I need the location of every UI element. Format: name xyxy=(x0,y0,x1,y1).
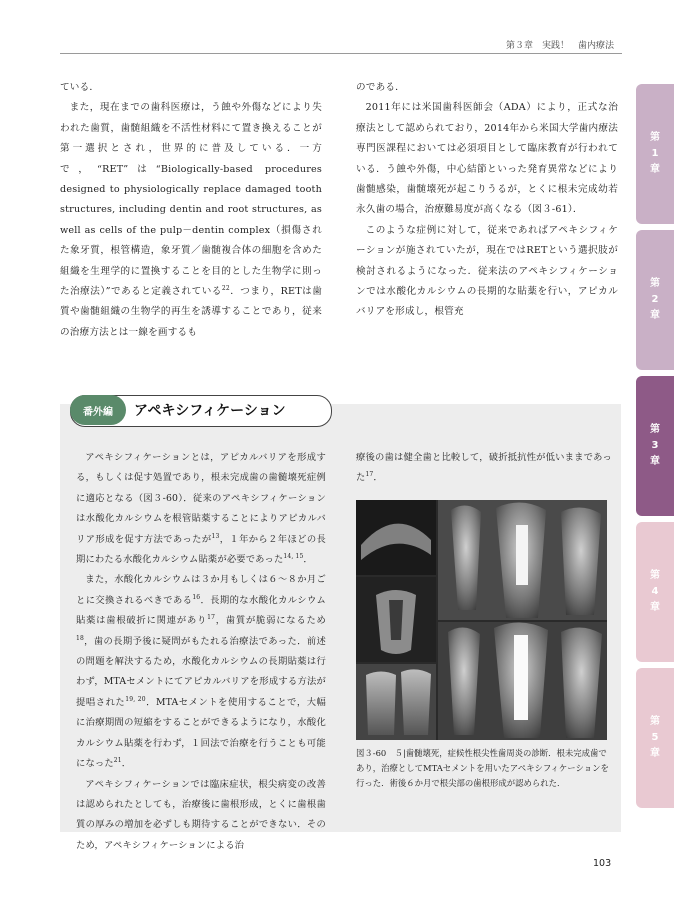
box-badge: 番外編 xyxy=(70,395,126,425)
right-paragraph-1: のである． xyxy=(356,82,405,93)
box-paragraph-1: アペキシフィケーションとは，アピカルバリアを形成する，もしくは促す処置であり，根未完成歯の歯髄壊死症例に適応となる（図３-60）．従来のアペキシフィケーションは水酸化カルシウムを根管貼薬することによりアピカルバリア形成を促す方法であったが$^{13}$，１年から２年ほどの長期にわたる水酸化カルシウム貼薬が必要であった$^{14, 15}$． xyxy=(76,452,326,566)
box-right-column xyxy=(356,448,612,489)
right-paragraph-2: 2011年には米国歯科医師会（ADA）により，正式な治療法として認められており，2014年から米国大学歯内療法専門医課程においては必須項目として臨床教育が行われている．う蝕や外傷，中心結節といった発育異常などにより歯髄感染，歯髄壊死が起こりうるが，とくに根未完成幼若永久歯の場合，治療難易度が高くなる（図３-61）． xyxy=(356,102,618,216)
running-header: 第３章 実践！ 歯内療法 xyxy=(505,41,614,51)
left-column xyxy=(60,78,322,343)
chapter-tab-3[interactable]: 第 3 章 xyxy=(636,376,674,516)
chapter-tab-5[interactable]: 第 5 章 xyxy=(636,668,674,808)
chapter-tab-2[interactable]: 第 2 章 xyxy=(636,230,674,370)
radiograph-composite xyxy=(356,500,607,740)
box-title: アペキシフィケーション xyxy=(134,403,286,419)
box-paragraph-3: アペキシフィケーションでは臨床症状，根尖病変の改善は認められたとしても，治療後に歯根形成，とくに歯根歯質の厚みの増加を必ずしも期待することができない．そのため，アペキシフィケーションによる治 xyxy=(76,778,326,851)
header-rule xyxy=(60,53,622,54)
right-paragraph-3: このような症例に対して，従来であればアペキシフィケーションが施されていたが，現在ではRETという選択肢が検討されるようになった．従来法のアペキシフィケーションでは水酸化カルシウムの長期的な貼薬を行い，アピカルバリアを形成し，根管充 xyxy=(356,224,618,318)
figure-caption: 図３-60 ５|歯髄壊死，症候性根尖性歯周炎の診断．根未完成歯であり，治療としてMTAセメントを用いたアペキシフィケーションを行った．術後６か月で根尖部の歯根形成が認められた． xyxy=(356,748,609,788)
left-paragraph-1: ている． xyxy=(60,82,100,93)
chapter-tab-4[interactable]: 第 4 章 xyxy=(636,522,674,662)
box-right-paragraph: 療後の歯は健全歯と比較して，破折抵抗性が低いままであった$^{17}$． xyxy=(356,452,612,484)
chapter-tab-1[interactable]: 第 1 章 xyxy=(636,84,674,224)
left-paragraph-2: また，現在までの歯科医療は，う蝕や外傷などにより失われた歯質，歯髄組織を不活性材料にて置き換えることが第一選択とされ，世界的に普及している．一方で，“RET”は“Biologically-based procedures designed to physiologically replace damaged tooth structures, including dentin and root structures, as well as cells of the pulp－dentin complex（損傷された象牙質，根管構造，象牙質／歯髄複合体の細胞を含めた組織を生理学的に置換することを目的とした生物学に則った治療法）”であると定義されている$^{22}$．つまり，RETは歯質や歯髄組織の生物学的再生を誘導することであり，従来の治療方法とは一線を画するも xyxy=(60,102,322,338)
page-number: 103 xyxy=(593,858,612,869)
box-left-column xyxy=(76,448,326,856)
right-column xyxy=(356,78,618,323)
box-paragraph-2: また，水酸化カルシウムは３か月もしくは６～８か月ごとに交換されるべきである$^{16}$．長期的な水酸化カルシウム貼薬は歯根破折に関連があり$^{17}$，歯質が脆弱になるため$^{18}$，歯の長期予後に疑問がもたれる治療法であった．前述の問題を解決するため，水酸化カルシウムの長期貼薬は行わず，MTAセメントにてアピカルバリアを形成する方法が提唱された$^{19, 20}$．MTAセメントを使用することで，大幅に治療期間の短縮をすることができるようになり，水酸化カルシウム貼薬を行わず，１回法で治療を行うことも可能になった$^{21}$． xyxy=(76,574,327,770)
figure-radiographs xyxy=(356,500,607,740)
chapter-tabs xyxy=(636,0,674,900)
